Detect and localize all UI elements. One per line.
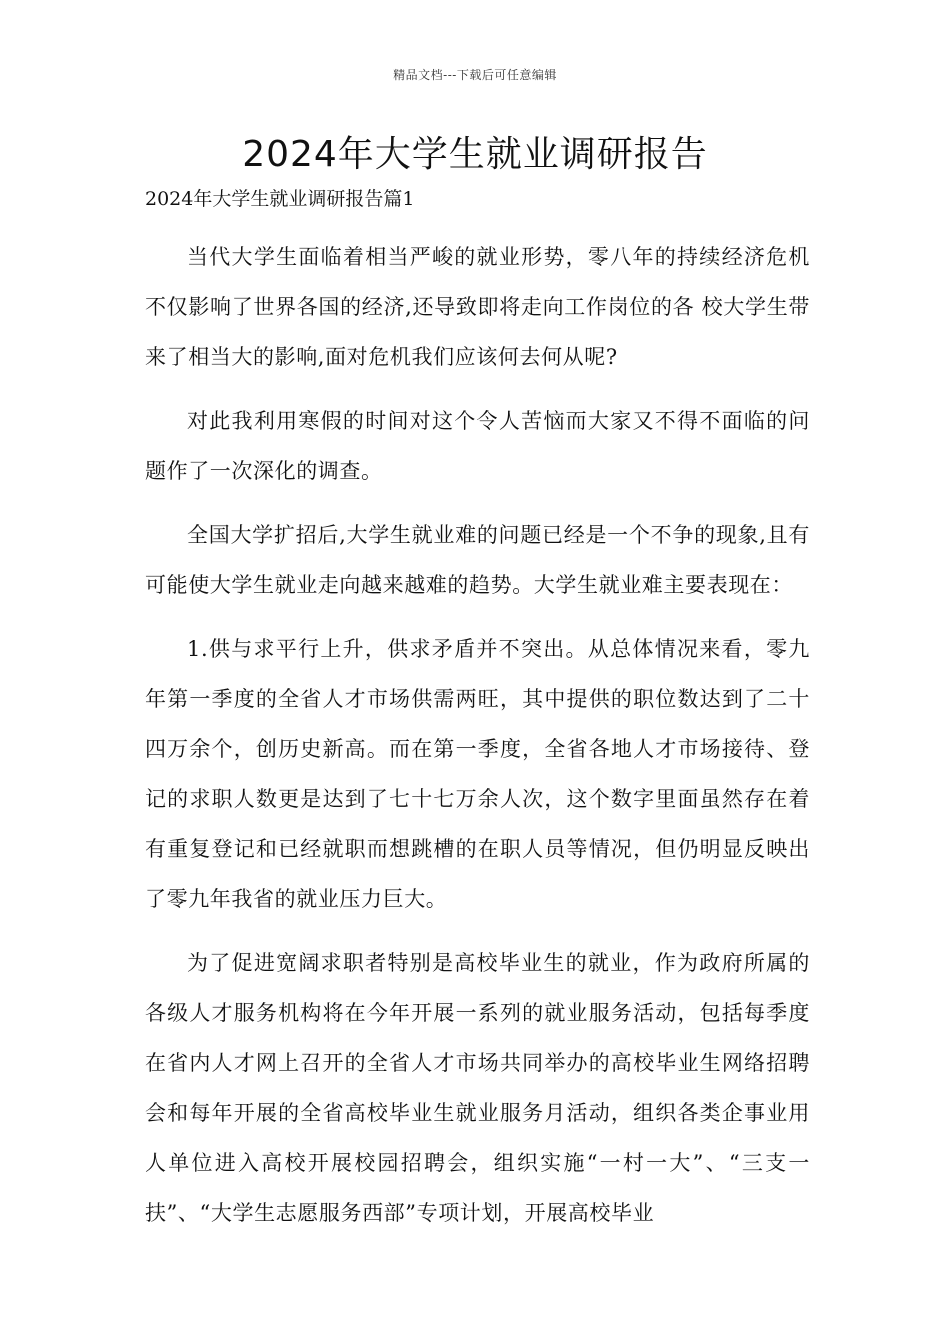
paragraph-4: 1.供与求平行上升，供求矛盾并不突出。从总体情况来看，零九年第一季度的全省人才市场供需两旺，其中提供的职位数达到了二十四万余个，创历史新高。而在第一季度，全省各地人才市场接待、登记的求职人数更是达到了七十七万余人次，这个数字里面虽然存在着有重复登记和已经就职而想跳槽的在职人员等情况，但仍明显反映出了零九年我省的就业压力巨大。 <box>145 637 810 911</box>
paragraph-1: 当代大学生面临着相当严峻的就业形势，零八年的持续经济危机不仅影响了世界各国的经济,还导致即将走向工作岗位的各 校大学生带来了相当大的影响,面对危机我们应该何去何从呢? <box>145 245 810 369</box>
paragraph-3: 全国大学扩招后,大学生就业难的问题已经是一个不争的现象,且有可能使大学生就业走向越来越难的趋势。大学生就业难主要表现在： <box>145 523 810 597</box>
header-note: 精品文档---下载后可任意编辑 <box>393 68 557 82</box>
body-text <box>145 232 810 1252</box>
paragraph-5: 为了促进宽阔求职者特别是高校毕业生的就业，作为政府所属的各级人才服务机构将在今年开展一系列的就业服务活动，包括每季度在省内人才网上召开的全省人才市场共同举办的高校毕业生网络招聘会和每年开展的全省高校毕业生就业服务月活动，组织各类企事业用人单位进入高校开展校园招聘会，组织实施“一村一大”、“三支一扶”、“大学生志愿服务西部”专项计划，开展高校毕业 <box>145 951 810 1225</box>
section-subtitle: 2024年大学生就业调研报告篇1 <box>145 188 415 210</box>
paragraph-2: 对此我利用寒假的时间对这个令人苦恼而大家又不得不面临的问题作了一次深化的调查。 <box>145 409 810 483</box>
document-title: 2024年大学生就业调研报告 <box>242 134 708 175</box>
